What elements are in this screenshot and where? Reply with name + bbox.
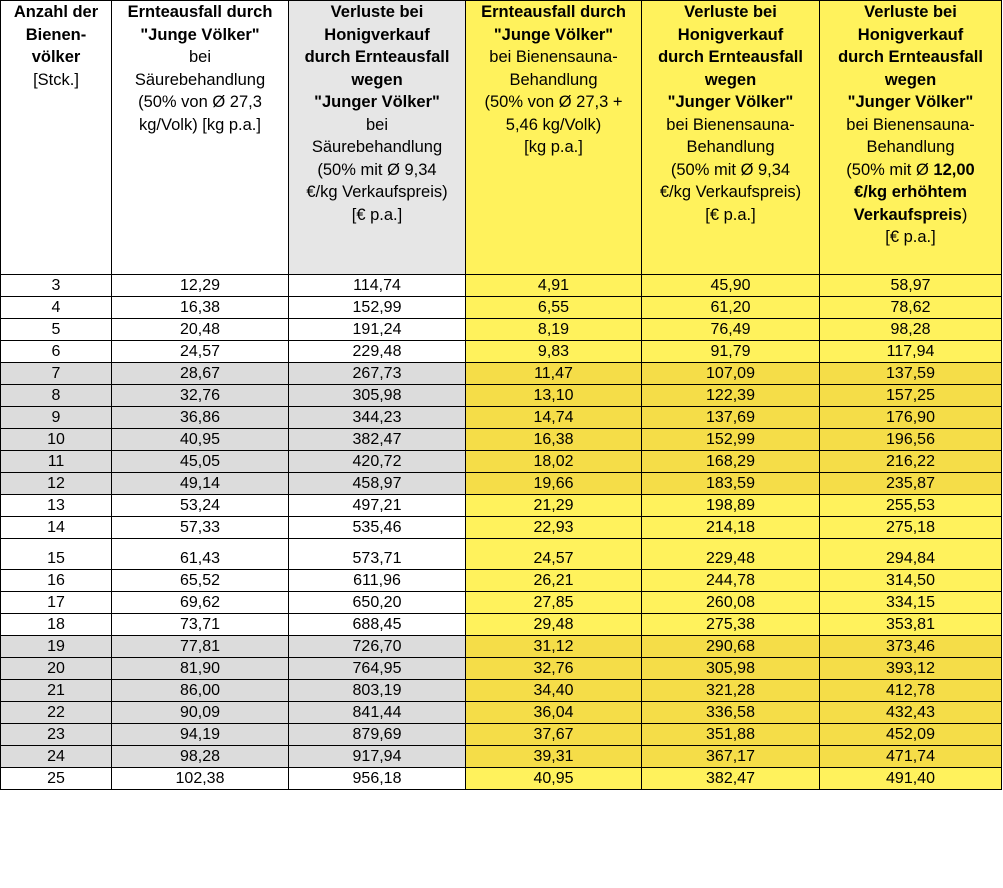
table-cell: 198,89 <box>642 495 820 517</box>
table-row <box>1 407 1002 429</box>
header-line: €/kg erhöhtem <box>854 183 967 201</box>
header-line: [€ p.a.] <box>351 205 403 224</box>
table-cell: 9,83 <box>466 341 642 363</box>
header-line: bei <box>365 115 389 134</box>
table-row <box>1 570 1002 592</box>
table-cell: 12,29 <box>112 275 289 297</box>
table-row <box>1 363 1002 385</box>
table-cell: 841,44 <box>289 702 466 724</box>
table-cell: 86,00 <box>112 680 289 702</box>
cell-anzahl: 12 <box>1 473 112 495</box>
table-cell: 382,47 <box>289 429 466 451</box>
table-cell: 91,79 <box>642 341 820 363</box>
table-cell: 24,57 <box>466 539 642 570</box>
table-cell: 216,22 <box>820 451 1002 473</box>
table-cell: 22,93 <box>466 517 642 539</box>
table-row <box>1 614 1002 636</box>
table-row <box>1 636 1002 658</box>
table-cell: 40,95 <box>466 768 642 790</box>
table-cell: 45,90 <box>642 275 820 297</box>
table-cell: 78,62 <box>820 297 1002 319</box>
header-line: Behandlung <box>509 70 598 89</box>
header-line: durch Ernteausfall <box>838 48 983 66</box>
table-cell: 6,55 <box>466 297 642 319</box>
cell-anzahl: 24 <box>1 746 112 768</box>
header-anzahl-bienenvoelker <box>1 1 112 275</box>
table-cell: 373,46 <box>820 636 1002 658</box>
table-cell: 393,12 <box>820 658 1002 680</box>
table-cell: 157,25 <box>820 385 1002 407</box>
table-cell: 27,85 <box>466 592 642 614</box>
table-row <box>1 658 1002 680</box>
table-row <box>1 724 1002 746</box>
table-cell: 18,02 <box>466 451 642 473</box>
table-cell: 305,98 <box>642 658 820 680</box>
table-cell: 229,48 <box>289 341 466 363</box>
table-cell: 36,86 <box>112 407 289 429</box>
table-cell: 20,48 <box>112 319 289 341</box>
table-cell: 191,24 <box>289 319 466 341</box>
header-text: 12,00 <box>933 160 975 179</box>
header-line: (50% von Ø 27,3 + <box>484 93 623 111</box>
cell-anzahl: 14 <box>1 517 112 539</box>
header-text: ) <box>961 205 968 224</box>
header-line: Honigverkauf <box>677 25 784 44</box>
header-row <box>1 1 1002 275</box>
header-line: durch Ernteausfall <box>304 48 450 66</box>
table-cell: 803,19 <box>289 680 466 702</box>
header-line: wegen <box>704 70 757 89</box>
cell-anzahl: 3 <box>1 275 112 297</box>
table-cell: 45,05 <box>112 451 289 473</box>
table-cell: 61,20 <box>642 297 820 319</box>
table-cell: 117,94 <box>820 341 1002 363</box>
cell-anzahl: 17 <box>1 592 112 614</box>
table-cell: 432,43 <box>820 702 1002 724</box>
header-ernteausfall-saeure <box>112 1 289 275</box>
table-cell: 152,99 <box>289 297 466 319</box>
header-line: Anzahl der <box>13 3 99 21</box>
table-row <box>1 495 1002 517</box>
header-line: "Junge Völker" <box>140 25 260 44</box>
header-line: (50% mit Ø 9,34 <box>670 160 791 179</box>
table-cell: 235,87 <box>820 473 1002 495</box>
table-cell: 19,66 <box>466 473 642 495</box>
table-cell: 260,08 <box>642 592 820 614</box>
cell-anzahl: 5 <box>1 319 112 341</box>
header-line: "Junger Völker" <box>847 93 974 111</box>
table-cell: 321,28 <box>642 680 820 702</box>
table-row <box>1 451 1002 473</box>
header-line: Ernteausfall durch <box>127 3 273 21</box>
table-cell: 497,21 <box>289 495 466 517</box>
cell-anzahl: 11 <box>1 451 112 473</box>
header-line: (50% von Ø 27,3 <box>138 93 262 111</box>
cell-anzahl: 7 <box>1 363 112 385</box>
table-cell: 336,58 <box>642 702 820 724</box>
table-cell: 688,45 <box>289 614 466 636</box>
table-cell: 275,18 <box>820 517 1002 539</box>
table-cell: 98,28 <box>112 746 289 768</box>
table-cell: 535,46 <box>289 517 466 539</box>
header-line: "Junger Völker" <box>314 93 440 111</box>
table-body <box>1 275 1002 790</box>
table-cell: 76,49 <box>642 319 820 341</box>
table-row <box>1 680 1002 702</box>
header-verluste-sauna <box>642 1 820 275</box>
header-line: Honigverkauf <box>857 25 964 44</box>
table-cell: 40,95 <box>112 429 289 451</box>
table-cell: 24,57 <box>112 341 289 363</box>
header-line: wegen <box>884 70 937 89</box>
cell-anzahl: 25 <box>1 768 112 790</box>
cell-anzahl: 4 <box>1 297 112 319</box>
table-cell: 4,91 <box>466 275 642 297</box>
header-line: Verluste bei <box>684 3 777 21</box>
table-cell: 65,52 <box>112 570 289 592</box>
table-cell: 21,29 <box>466 495 642 517</box>
table-cell: 334,15 <box>820 592 1002 614</box>
cell-anzahl: 23 <box>1 724 112 746</box>
table-cell: 255,53 <box>820 495 1002 517</box>
table-cell: 214,18 <box>642 517 820 539</box>
cell-anzahl: 15 <box>1 539 112 570</box>
header-line: Säurebehandlung <box>134 70 266 89</box>
table-cell: 137,59 <box>820 363 1002 385</box>
table-row <box>1 592 1002 614</box>
table-cell: 344,23 <box>289 407 466 429</box>
table-row <box>1 385 1002 407</box>
cell-anzahl: 22 <box>1 702 112 724</box>
table-cell: 49,14 <box>112 473 289 495</box>
header-line: €/kg Verkaufspreis) <box>659 183 802 201</box>
table-cell: 57,33 <box>112 517 289 539</box>
table-cell: 650,20 <box>289 592 466 614</box>
header-line: bei <box>188 48 212 66</box>
table-cell: 452,09 <box>820 724 1002 746</box>
header-line: [Stck.] <box>33 70 79 89</box>
cell-anzahl: 18 <box>1 614 112 636</box>
cell-anzahl: 20 <box>1 658 112 680</box>
table-cell: 36,04 <box>466 702 642 724</box>
table-cell: 412,78 <box>820 680 1002 702</box>
header-line: [€ p.a.] <box>705 205 756 224</box>
table-cell: 94,19 <box>112 724 289 746</box>
table-cell: 32,76 <box>466 658 642 680</box>
table-cell: 726,70 <box>289 636 466 658</box>
table-cell: 152,99 <box>642 429 820 451</box>
header-line: Behandlung <box>686 138 775 156</box>
table-cell: 53,24 <box>112 495 289 517</box>
header-line: [kg p.a.] <box>524 138 583 156</box>
table-cell: 351,88 <box>642 724 820 746</box>
table-cell: 267,73 <box>289 363 466 385</box>
table-cell: 294,84 <box>820 539 1002 570</box>
header-line: Bienen- <box>25 25 87 44</box>
header-verluste-sauna-erhoeht <box>820 1 1002 275</box>
table-cell: 13,10 <box>466 385 642 407</box>
table-cell: 102,38 <box>112 768 289 790</box>
cell-anzahl: 16 <box>1 570 112 592</box>
table-row <box>1 275 1002 297</box>
table-cell: 353,81 <box>820 614 1002 636</box>
header-line: bei Bienensauna- <box>846 115 975 134</box>
header-line: [€ p.a.] <box>885 228 936 246</box>
table-cell: 61,43 <box>112 539 289 570</box>
table-cell: 39,31 <box>466 746 642 768</box>
table-row <box>1 517 1002 539</box>
table-row <box>1 746 1002 768</box>
header-line: Verluste bei <box>330 3 424 21</box>
table-row <box>1 297 1002 319</box>
cell-anzahl: 21 <box>1 680 112 702</box>
cell-anzahl: 9 <box>1 407 112 429</box>
table-cell: 28,67 <box>112 363 289 385</box>
table-row <box>1 539 1002 570</box>
table-cell: 37,67 <box>466 724 642 746</box>
table-row <box>1 319 1002 341</box>
table-cell: 183,59 <box>642 473 820 495</box>
table-cell: 917,94 <box>289 746 466 768</box>
header-line: kg/Volk) [kg p.a.] <box>139 115 261 134</box>
table-cell: 879,69 <box>289 724 466 746</box>
table-cell: 16,38 <box>112 297 289 319</box>
table-cell: 34,40 <box>466 680 642 702</box>
table-row <box>1 702 1002 724</box>
cell-anzahl: 6 <box>1 341 112 363</box>
header-line: Säurebehandlung <box>311 138 443 156</box>
cell-anzahl: 10 <box>1 429 112 451</box>
header-line: "Junger Völker" <box>667 93 794 111</box>
table-row <box>1 473 1002 495</box>
table-cell: 471,74 <box>820 746 1002 768</box>
header-line: Behandlung <box>866 138 955 156</box>
table-cell: 573,71 <box>289 539 466 570</box>
header-text: Verkaufspreis <box>853 205 962 224</box>
table-cell: 367,17 <box>642 746 820 768</box>
table-row <box>1 768 1002 790</box>
table-cell: 29,48 <box>466 614 642 636</box>
header-line: Honigverkauf <box>324 25 430 44</box>
table-cell: 244,78 <box>642 570 820 592</box>
header-line: durch Ernteausfall <box>658 48 803 66</box>
table-cell: 114,74 <box>289 275 466 297</box>
table-cell: 31,12 <box>466 636 642 658</box>
table-cell: 77,81 <box>112 636 289 658</box>
table-cell: 107,09 <box>642 363 820 385</box>
header-line: 5,46 kg/Volk) <box>505 115 602 134</box>
table-cell: 764,95 <box>289 658 466 680</box>
table-cell: 491,40 <box>820 768 1002 790</box>
table-cell: 73,71 <box>112 614 289 636</box>
header-line: Ernteausfall durch <box>481 3 626 21</box>
table-cell: 314,50 <box>820 570 1002 592</box>
header-line: bei Bienensauna- <box>489 48 618 66</box>
cell-anzahl: 19 <box>1 636 112 658</box>
table-cell: 26,21 <box>466 570 642 592</box>
table-cell: 458,97 <box>289 473 466 495</box>
table-row <box>1 341 1002 363</box>
table-cell: 8,19 <box>466 319 642 341</box>
table-cell: 196,56 <box>820 429 1002 451</box>
table-cell: 611,96 <box>289 570 466 592</box>
cell-anzahl: 13 <box>1 495 112 517</box>
table-cell: 16,38 <box>466 429 642 451</box>
table-cell: 11,47 <box>466 363 642 385</box>
cell-anzahl: 8 <box>1 385 112 407</box>
header-verluste-saeure <box>289 1 466 275</box>
table-row <box>1 429 1002 451</box>
header-line <box>820 204 1001 227</box>
table-cell: 168,29 <box>642 451 820 473</box>
header-ernteausfall-sauna <box>466 1 642 275</box>
table-cell: 58,97 <box>820 275 1002 297</box>
table-cell: 382,47 <box>642 768 820 790</box>
header-text: (50% mit Ø <box>846 160 934 179</box>
table-cell: 305,98 <box>289 385 466 407</box>
header-line: Verluste bei <box>864 3 957 21</box>
table-cell: 69,62 <box>112 592 289 614</box>
table-cell: 90,09 <box>112 702 289 724</box>
table-cell: 32,76 <box>112 385 289 407</box>
table-cell: 14,74 <box>466 407 642 429</box>
header-line: bei Bienensauna- <box>666 115 795 134</box>
table-cell: 420,72 <box>289 451 466 473</box>
table-cell: 122,39 <box>642 385 820 407</box>
table-cell: 290,68 <box>642 636 820 658</box>
table-cell: 81,90 <box>112 658 289 680</box>
header-line: €/kg Verkaufspreis) <box>306 183 448 201</box>
header-line: wegen <box>351 70 403 89</box>
table-cell: 229,48 <box>642 539 820 570</box>
table-cell: 98,28 <box>820 319 1002 341</box>
table-cell: 956,18 <box>289 768 466 790</box>
header-line: völker <box>31 48 81 66</box>
table-cell: 137,69 <box>642 407 820 429</box>
header-line: "Junge Völker" <box>493 25 614 44</box>
header-line <box>820 159 1001 182</box>
table-cell: 275,38 <box>642 614 820 636</box>
header-line: (50% mit Ø 9,34 <box>317 160 437 179</box>
table-cell: 176,90 <box>820 407 1002 429</box>
